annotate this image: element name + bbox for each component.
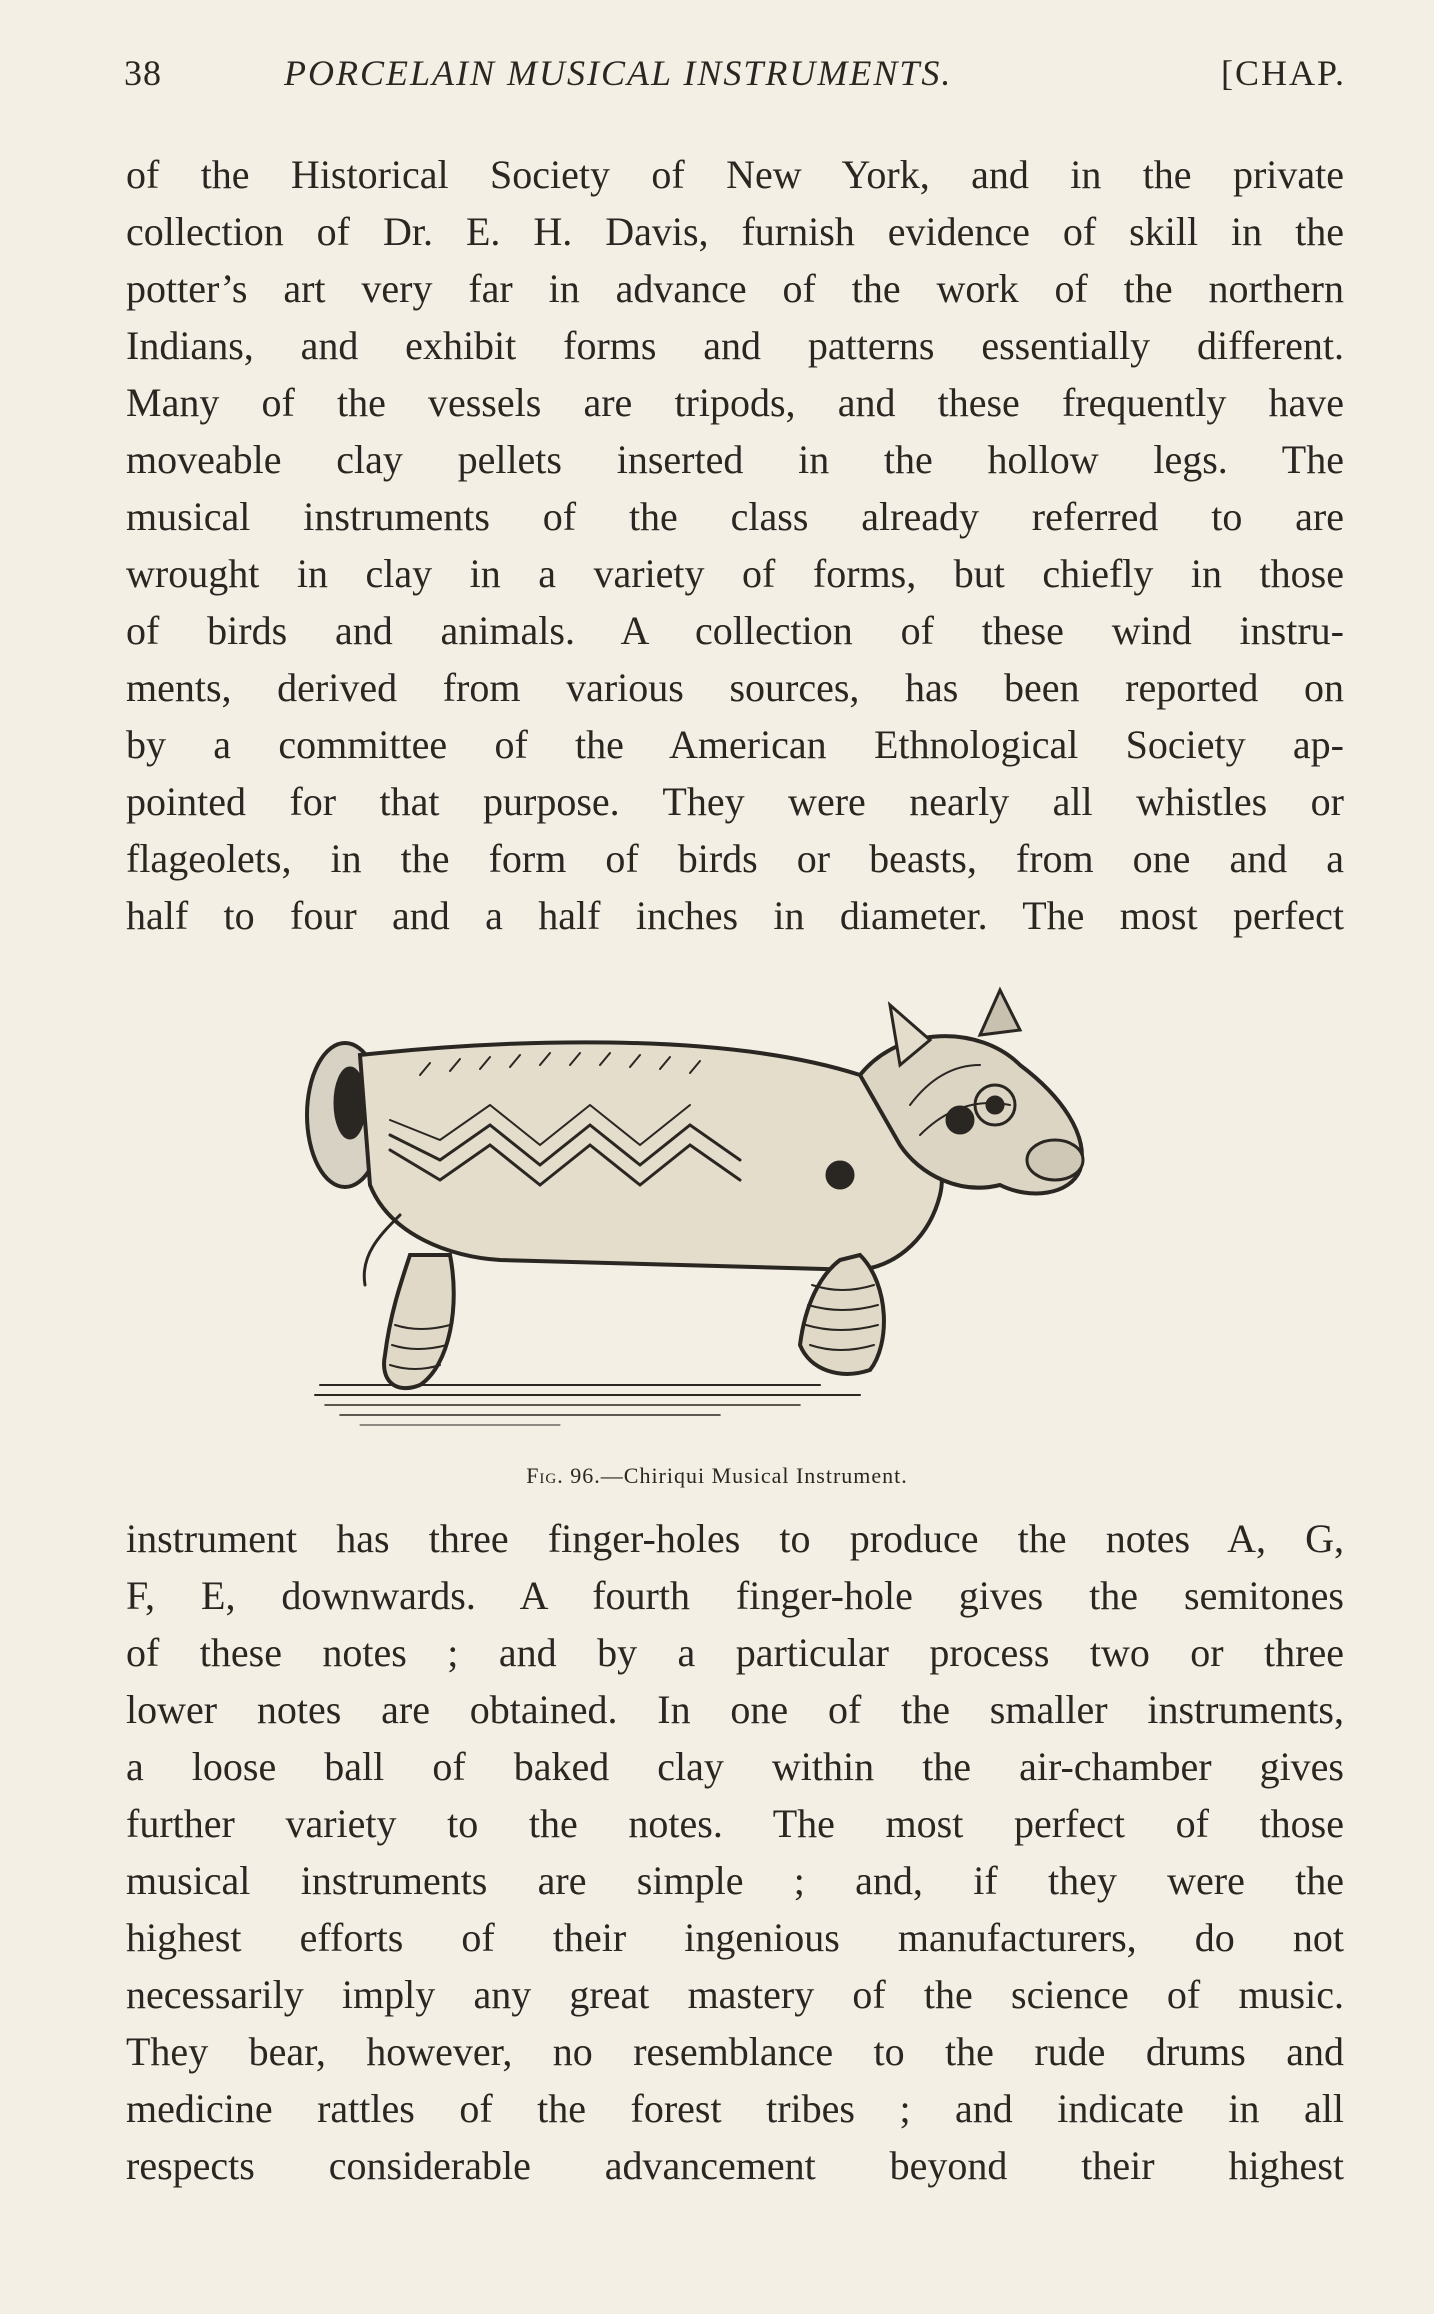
figure-caption-text: —Chiriqui Musical Instrument.: [600, 1463, 908, 1488]
figure-illustration: [300, 985, 1180, 1445]
text-line: of these notes ; and by a particular process two or three: [126, 1630, 1344, 1675]
text-line: instrument has three finger-holes to produce the notes A, G,: [126, 1516, 1344, 1561]
text-line: respects considerable advancement beyond their highest: [126, 2143, 1344, 2188]
running-title: PORCELAIN MUSICAL INSTRUMENTS.: [284, 53, 953, 93]
chapter-mark: [CHAP.: [1220, 53, 1346, 93]
figure-caption: [0, 1463, 1434, 1489]
text-line: a loose ball of baked clay within the air-chamber gives: [126, 1744, 1344, 1789]
text-line: They bear, however, no resemblance to the rude drums and: [126, 2029, 1344, 2074]
text-line: of the Historical Society of New York, and in the private: [126, 152, 1344, 197]
text-line: medicine rattles of the forest tribes ; and indicate in all: [126, 2086, 1344, 2131]
running-head: [124, 52, 1346, 102]
text-line: pointed for that purpose. They were nearly all whistles or: [126, 779, 1344, 824]
page-number: 38: [124, 53, 162, 93]
text-line: flageolets, in the form of birds or beasts, from one and a: [126, 836, 1344, 881]
text-line: collection of Dr. E. H. Davis, furnish evidence of skill in the: [126, 209, 1344, 254]
text-line: Many of the vessels are tripods, and these frequently have: [126, 380, 1344, 425]
text-line: F, E, downwards. A fourth finger-hole gives the semitones: [126, 1573, 1344, 1618]
text-line: ments, derived from various sources, has been reported on: [126, 665, 1344, 710]
figure-label: Fig. 96.: [526, 1463, 601, 1488]
text-line: highest efforts of their ingenious manufacturers, do not: [126, 1915, 1344, 1960]
paragraph-bottom: [126, 1510, 1344, 2194]
text-line: further variety to the notes. The most perfect of those: [126, 1801, 1344, 1846]
text-line: potter’s art very far in advance of the work of the northern: [126, 266, 1344, 311]
text-line: musical instruments are simple ; and, if they were the: [126, 1858, 1344, 1903]
text-line: lower notes are obtained. In one of the smaller instruments,: [126, 1687, 1344, 1732]
paragraph-top: [126, 146, 1344, 944]
text-line: Indians, and exhibit forms and patterns essentially different.: [126, 323, 1344, 368]
clay-animal-instrument-illustration: [300, 985, 1180, 1445]
text-line: moveable clay pellets inserted in the hollow legs. The: [126, 437, 1344, 482]
text-line: by a committee of the American Ethnological Society ap-: [126, 722, 1344, 767]
text-line: of birds and animals. A collection of these wind instru-: [126, 608, 1344, 653]
text-line: half to four and a half inches in diameter. The most perfect: [126, 893, 1344, 938]
text-line: necessarily imply any great mastery of the science of music.: [126, 1972, 1344, 2017]
text-line: wrought in clay in a variety of forms, but chiefly in those: [126, 551, 1344, 596]
text-line: musical instruments of the class already referred to are: [126, 494, 1344, 539]
